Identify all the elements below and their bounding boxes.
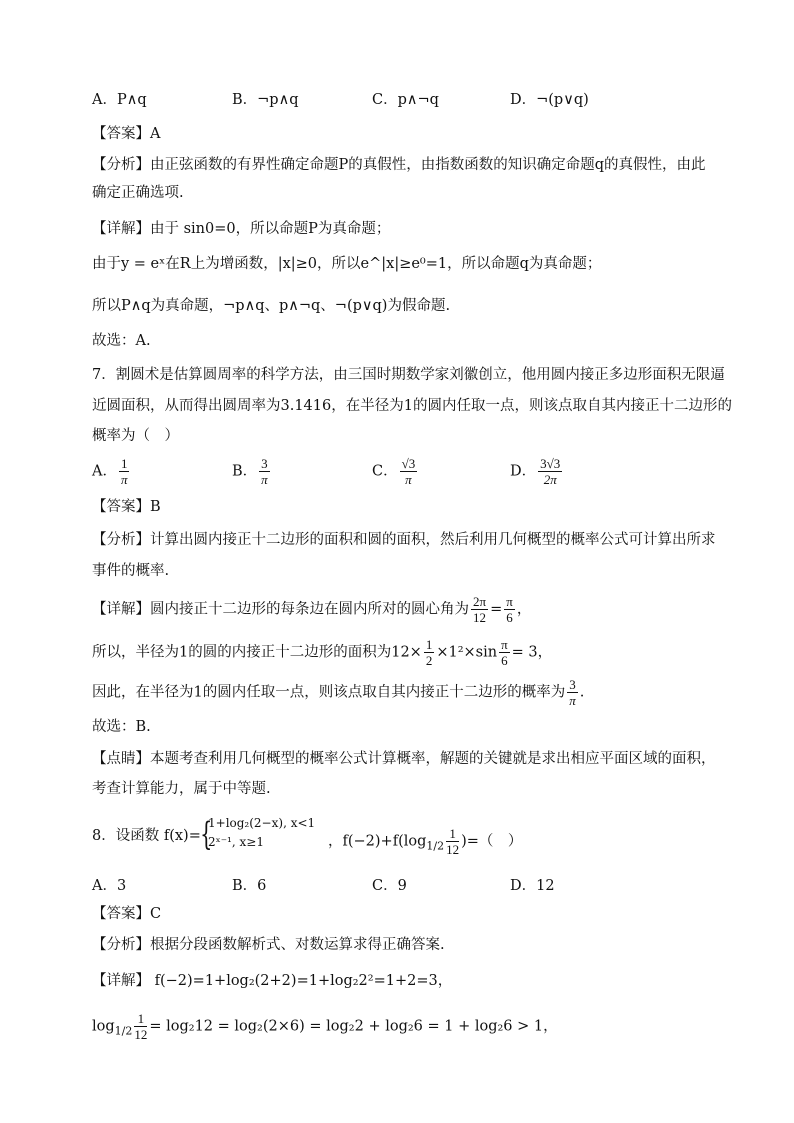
q8-stem-prefix: 8．设函数 f(x)= xyxy=(92,828,201,844)
q7-detail-line3 xyxy=(92,677,584,708)
q7-option-b xyxy=(232,456,272,487)
q7-detail-line3-fraction xyxy=(567,677,578,708)
q8-detail-line2 xyxy=(92,1011,558,1042)
q7-choose: 故选：B. xyxy=(92,719,151,735)
q7-option-b-fraction xyxy=(259,456,270,487)
q7-answer: 【答案】B xyxy=(92,499,161,515)
q8-stem-fraction xyxy=(446,826,459,857)
q7-detail-line2-f1-num: 1 xyxy=(425,637,433,652)
q8-stem-tail xyxy=(328,826,522,857)
q7-analysis-line1: 【分析】计算出圆内接正十二边形的面积和圆的面积，然后利用几何概型的概率公式可计算出所求 xyxy=(92,532,716,548)
q8-analysis: 【分析】根据分段函数解析式、对数运算求得正确答案. xyxy=(92,937,445,953)
q7-detail-line1-text: 【详解】圆内接正十二边形的每条边在圆内所对的圆心角为 xyxy=(92,601,469,618)
q7-comment-line2: 考查计算能力，属于中等题. xyxy=(92,781,271,797)
q7-detail-line2-f2-den: 6 xyxy=(501,653,508,668)
q7-detail-line2-f1-den: 2 xyxy=(425,653,433,668)
q7-comment-line1: 【点睛】本题考查利用几何概型的概率公式计算概率，解题的关键就是求出相应平面区域的面积， xyxy=(92,751,716,767)
q7-option-d xyxy=(510,456,564,487)
q7-stem-line1: 7．割圆术是估算圆周率的科学方法，由三国时期数学家刘徽创立，他用圆内接正多边形面积无限逼 xyxy=(92,367,725,383)
q7-option-c-num: √3 xyxy=(401,456,416,471)
q7-detail-line1-fraction2 xyxy=(504,594,515,625)
q7-detail-line3-end: . xyxy=(579,684,585,701)
q6-choose: 故选：A. xyxy=(92,333,151,349)
q8-option-c: C．9 xyxy=(372,878,407,894)
q7-detail-line1-f2-den: 6 xyxy=(506,610,513,625)
q6-analysis-line1: 【分析】由正弦函数的有界性确定命题P的真假性，由指数函数的知识确定命题q的真假性，由此 xyxy=(92,157,706,173)
q8-option-b: B．6 xyxy=(232,878,267,894)
q8-case1: 1+log₂(2−x), x<1 xyxy=(208,816,316,830)
q7-analysis-line2: 事件的概率. xyxy=(92,563,170,579)
q7-detail-line1-eq: = xyxy=(490,601,503,618)
q8-stem-base: 1/2 xyxy=(426,839,445,853)
q7-option-d-den: 2π xyxy=(543,472,557,487)
q6-option-b: B．¬p∧q xyxy=(232,92,299,108)
q8-stem xyxy=(92,826,201,846)
q8-stem-num: 1 xyxy=(446,826,459,842)
q8-detail-line2-rest: = log₂12 = log₂(2×6) = log₂2 + log₂6 = 1 + log₂6 > 1， xyxy=(149,1018,558,1035)
q7-detail-line1-f2-num: π xyxy=(506,594,513,609)
q7-detail-line3-den: π xyxy=(569,693,576,708)
q8-detail-line2-prefix: log xyxy=(92,1018,115,1035)
q7-detail-line3-text: 因此，在半径为1的圆内任取一点，则该点取自其内接正十二边形的概率为 xyxy=(92,684,566,701)
q6-detail-line1: 【详解】由于 sin0=0，所以命题P为真命题； xyxy=(92,221,391,237)
q6-option-a: A．P∧q xyxy=(92,92,147,108)
q7-option-d-num: 3√3 xyxy=(540,456,561,471)
q8-detail-line2-base: 1/2 xyxy=(114,1024,133,1038)
q7-option-d-label: D． xyxy=(510,463,537,480)
q8-detail-line1: 【详解】 f(−2)=1+log₂(2+2)=1+log₂2²=1+2=3， xyxy=(92,973,453,989)
q7-detail-line2-f2-num: π xyxy=(501,637,508,652)
q7-detail-line2-fraction1 xyxy=(424,637,435,668)
q7-option-a-label: A． xyxy=(92,463,117,480)
q8-stem-end: )=（ ） xyxy=(461,833,523,850)
q7-option-a xyxy=(92,456,131,487)
q7-stem-line3: 概率为（ ） xyxy=(92,428,179,444)
q7-detail-line3-num: 3 xyxy=(569,677,576,692)
q7-detail-line1-f1-num: 2π xyxy=(473,594,487,609)
q7-detail-line2-fraction2 xyxy=(499,637,510,668)
q7-detail-line2 xyxy=(92,637,552,668)
q6-detail-line2: 由于y = eˣ在R上为增函数，|x|≥0，所以e^|x|≥e⁰=1，所以命题q为真命题； xyxy=(92,256,602,272)
q7-option-c-label: C． xyxy=(372,463,398,480)
q6-answer: 【答案】A xyxy=(92,126,161,142)
q6-option-d: D．¬(p∨q) xyxy=(510,92,589,108)
q7-option-a-den: π xyxy=(120,472,128,487)
q8-option-d: D．12 xyxy=(510,878,555,894)
q8-answer: 【答案】C xyxy=(92,906,162,922)
q8-stem-suffix: ，f(−2)+f(log xyxy=(328,833,427,850)
q7-detail-line2-text: 所以，半径为1的圆的内接正十二边形的面积为12× xyxy=(92,644,422,661)
q7-detail-line1-f1-den: 12 xyxy=(473,610,487,625)
q7-option-a-fraction xyxy=(119,456,130,487)
q7-detail-line2-mid: ×1²×sin xyxy=(436,644,498,661)
q7-detail-line1 xyxy=(92,594,531,625)
q8-case2: 2ˣ⁻¹, x≥1 xyxy=(208,835,264,849)
q6-option-c: C．p∧¬q xyxy=(372,92,439,108)
q8-detail-line2-den: 12 xyxy=(134,1027,148,1042)
q7-option-b-label: B． xyxy=(232,463,258,480)
q7-detail-line1-fraction1 xyxy=(471,594,488,625)
q7-option-c-fraction xyxy=(400,456,418,487)
q7-option-c-den: π xyxy=(405,472,412,487)
q6-analysis-line2: 确定正确选项. xyxy=(92,185,184,201)
q7-option-b-num: 3 xyxy=(261,456,268,471)
q6-detail-line3: 所以P∧q为真命题，¬p∧q、p∧¬q、¬(p∨q)为假命题. xyxy=(92,298,451,314)
q8-detail-line2-num: 1 xyxy=(134,1011,147,1027)
q7-detail-line2-end: = 3， xyxy=(511,644,553,661)
q7-option-b-den: π xyxy=(261,472,268,487)
q8-option-a: A．3 xyxy=(92,878,127,894)
q7-option-a-num: 1 xyxy=(120,456,128,471)
q7-option-c xyxy=(372,456,419,487)
q7-detail-line1-end: ， xyxy=(516,601,532,618)
q8-detail-line2-fraction xyxy=(134,1011,147,1042)
q8-stem-den: 12 xyxy=(446,842,460,857)
q8-brace: { xyxy=(200,815,213,853)
q7-option-d-fraction xyxy=(538,456,562,487)
q7-stem-line2: 近圆面积，从而得出圆周率为3.1416，在半径为1的圆内任取一点，则该点取自其内接正十二边形的 xyxy=(92,398,732,414)
